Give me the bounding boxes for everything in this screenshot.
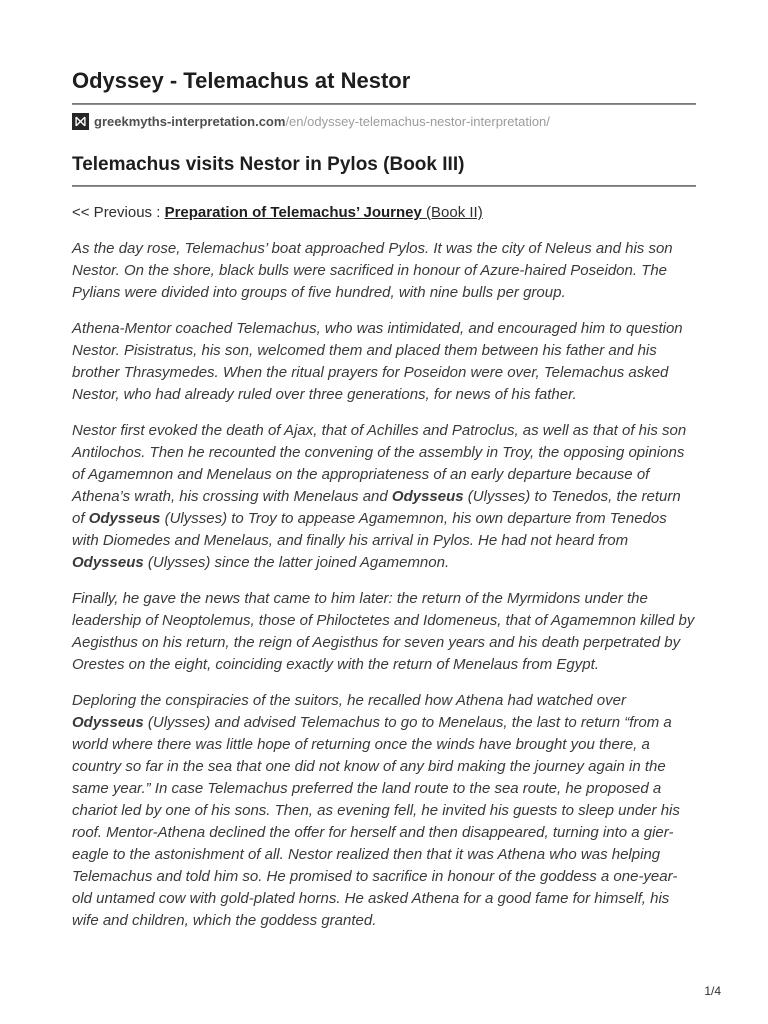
document-page (72, 0, 696, 946)
article-body (72, 238, 696, 932)
article-paragraph: As the day rose, Telemachus’ boat approached Pylos. It was the city of Neleus and his son Nestor. On the shore, black bulls were sacrificed in honour of Azure-haired Poseidon. The Pylians were divided into groups of five hundred, with nine bulls per group. (72, 240, 673, 301)
article-paragraph: Nestor first evoked the death of Ajax, that of Achilles and Patroclus, as well as that of his son Antilochos. Then he recounted the convening of the assembly in Troy, the opposing opinions of Agamemnon and Menelaus on the appropriateness of an early departure because of Athena’s wrath, his crossing with Menelaus and Odysseus (Ulysses) to Tenedos, the return of Odysseus (Ulysses) to Troy to appease Agamemnon, his own departure from Tenedos with Diomedes and Menelaus, and finally his arrival in Pylos. He had not heard from Odysseus (Ulysses) since the latter joined Agamemnon. (72, 422, 687, 571)
article-paragraph: Athena-Mentor coached Telemachus, who was intimidated, and encouraged him to question Nestor. Pisistratus, his son, welcomed them and placed them between his father and his brother Thrasymedes. When the ritual prayers for Poseidon were over, Telemachus asked Nestor, who had already ruled over three generations, for news of his father. (72, 320, 683, 403)
article-paragraph: Finally, he gave the news that came to him later: the return of the Myrmidons under the leadership of Neoptolemus, those of Philoctetes and Idomeneus, that of Agamemnon killed by Aegisthus on his return, the reign of Aegisthus for seven years and his death perpetrated by Orestes on the eight, coinciding exactly with the return of Menelaus from Egypt. (72, 590, 695, 673)
previous-article-link[interactable]: Preparation of Telemachus’ Journey (164, 204, 422, 221)
site-favicon-icon (72, 113, 89, 130)
page-title: Odyssey - Telemachus at Nestor (72, 68, 411, 93)
article-paragraph: Deploring the conspiracies of the suitors, he recalled how Athena had watched over Odysseus (Ulysses) and advised Telemachus to go to Menelaus, the last to return “from a world where there was little hope of returning once the winds have brought you there, a country so far in the sea that one did not know of any bird making the journey again in the same year.” In case Telemachus preferred the land route to the sea route, he proposed a chariot led by one of his sons. Then, as evening fell, he invited his guests to sleep under his roof. Mentor-Athena declined the offer for herself and then disappeared, turning into a gier-eagle to the astonishment of all. Nestor realized then that it was Athena who was helping Telemachus and told him so. He promised to sacrifice in honour of the goddess a one-year-old untamed cow with gold-plated horns. He asked Athena for a good fame for himself, his wife and children, which the goddess granted. (72, 692, 680, 929)
article-heading: Telemachus visits Nestor in Pylos (Book III) (72, 154, 465, 175)
source-path: /en/odyssey-telemachus-nestor-interpretation/ (285, 114, 550, 129)
previous-nav-suffix: (Book II) (421, 204, 483, 221)
divider (72, 103, 696, 105)
previous-nav (72, 196, 696, 222)
source-url (94, 113, 550, 130)
page-indicator: 1/4 (704, 984, 721, 998)
source-domain: greekmyths-interpretation.com (94, 114, 286, 129)
previous-nav-prefix: << Previous : (72, 204, 165, 221)
source-url-row (72, 113, 696, 130)
divider (72, 185, 696, 187)
